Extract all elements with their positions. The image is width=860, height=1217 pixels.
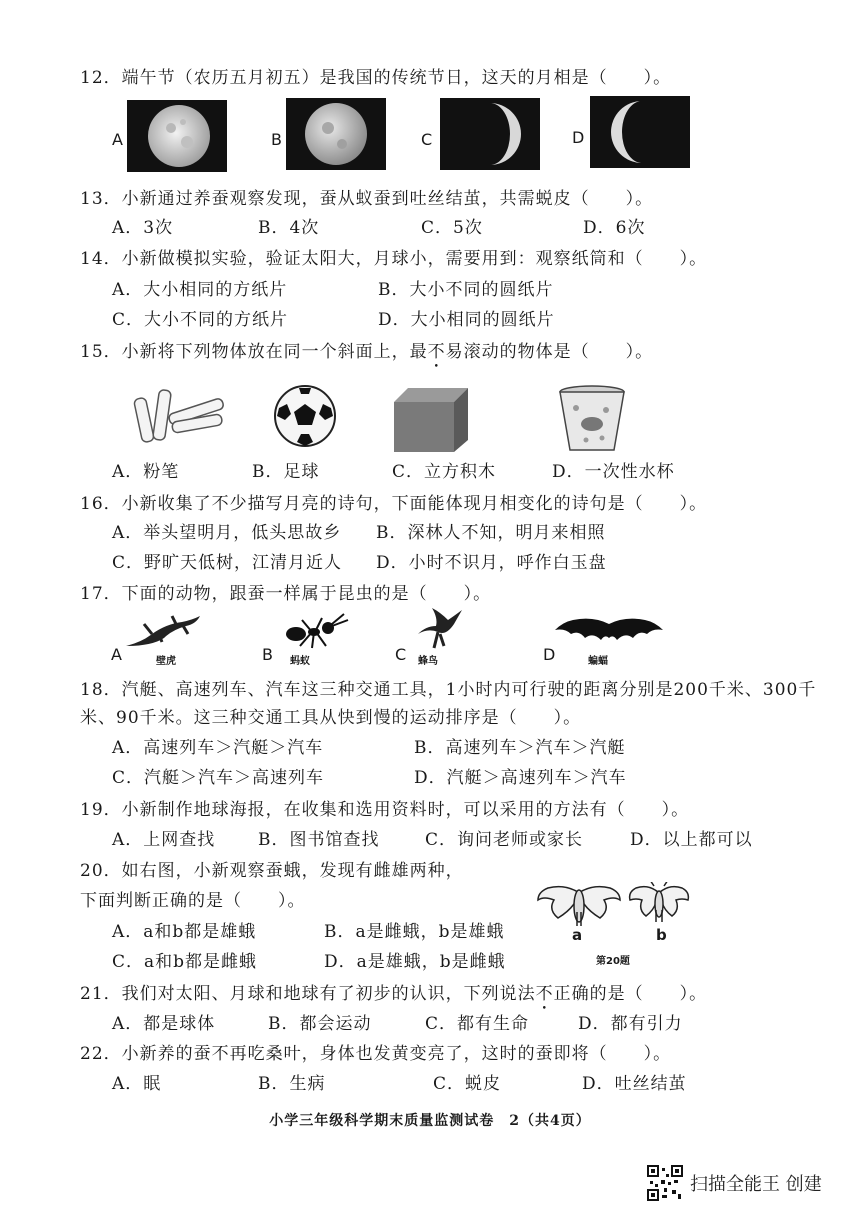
chalk-image: [128, 384, 228, 446]
q21-stem-part-1: 21．我们对太阳、月球和地球有了初步的认识，下列说法: [80, 984, 536, 1004]
q19-option-d: D．以上都可以: [630, 830, 753, 850]
question-16-stem: 16．小新收集了不少描写月亮的诗句，下面能体现月相变化的诗句是（ ）。: [80, 494, 708, 514]
soccer-ball-image: [273, 384, 337, 448]
paper-cup-image: [556, 384, 628, 454]
q20-option-a: A．a和b都是雄蛾: [112, 922, 257, 942]
q21-emphasis-word: 不: [535, 984, 554, 1004]
gibbous-moon-image: [286, 98, 386, 170]
hummingbird-image: [410, 606, 466, 652]
q20-option-b: B．a是雌蛾，b是雄蛾: [324, 922, 505, 942]
question-15-stem: [80, 340, 653, 372]
q13-option-a: A．3次: [112, 218, 174, 238]
question-18-stem-line2: 米、90千米。这三种交通工具从快到慢的运动排序是（ ）。: [80, 708, 582, 728]
question-21-stem: [80, 982, 707, 1014]
question-17-stem: 17．下面的动物，跟蚕一样属于昆虫的是（ ）。: [80, 584, 492, 604]
question-13-stem: 13．小新通过养蚕观察发现，蚕从蚁蚕到吐丝结茧，共需蜕皮（ ）。: [80, 189, 654, 209]
ant-image: [282, 612, 352, 652]
q16-option-d: D．小时不识月，呼作白玉盘: [376, 553, 607, 573]
q12-option-a-label: A: [112, 130, 123, 149]
bat-image: [553, 614, 665, 648]
q17-option-c-label: C: [395, 645, 407, 664]
gecko-image: [122, 612, 206, 652]
question-14-stem: 14．小新做模拟实验，验证太阳大，月球小，需要用到：观察纸筒和（ ）。: [80, 249, 708, 269]
q15-option-c: C．立方积木: [392, 462, 497, 482]
q17-caption-bat: 蝙蝠: [588, 656, 608, 667]
question-20-stem-line1: 20．如右图，小新观察蚕蛾，发现有雌雄两种，: [80, 861, 464, 881]
question-20-stem-line2: 下面判断正确的是（ ）。: [80, 891, 306, 911]
q21-option-a: A．都是球体: [112, 1014, 216, 1034]
q19-option-a: A．上网查找: [112, 830, 216, 850]
q17-option-b-label: B: [262, 645, 273, 664]
q17-caption-gecko: 壁虎: [156, 656, 176, 667]
question-18-stem-line1: 18．汽艇、高速列车、汽车这三种交通工具，1小时内可行驶的距离分别是200千米、300千: [80, 680, 817, 700]
q20-figure-label-b: b: [656, 926, 667, 944]
q21-stem-part-2: 正确的是（ ）。: [553, 984, 708, 1004]
qr-code-icon: [646, 1164, 684, 1202]
q13-option-c: C．5次: [421, 218, 483, 238]
q15-option-a: A．粉笔: [112, 462, 180, 482]
q20-figure-label-a: a: [572, 926, 583, 944]
q22-option-d: D．吐丝结茧: [582, 1074, 687, 1094]
q20-option-c: C．a和b都是雌蛾: [112, 952, 258, 972]
q16-option-b: B．深林人不知，明月来相照: [376, 523, 606, 543]
full-moon-image: [127, 100, 227, 172]
q13-option-b: B．4次: [258, 218, 320, 238]
q12-option-b-label: B: [271, 130, 282, 149]
q17-option-d-label: D: [543, 645, 556, 664]
watermark-text: 扫描全能王 创建: [690, 1174, 822, 1195]
q21-option-c: C．都有生命: [425, 1014, 530, 1034]
q19-option-b: B．图书馆查找: [258, 830, 380, 850]
q20-option-d: D．a是雄蛾，b是雌蛾: [324, 952, 506, 972]
q18-option-d: D．汽艇＞高速列车＞汽车: [414, 768, 627, 788]
q19-option-c: C．询问老师或家长: [425, 830, 584, 850]
q12-option-c-label: C: [421, 130, 433, 149]
q18-option-c: C．汽艇＞汽车＞高速列车: [112, 768, 325, 788]
q21-option-b: B．都会运动: [268, 1014, 372, 1034]
q12-option-d-label: D: [572, 128, 585, 147]
q14-option-c: C．大小不同的方纸片: [112, 310, 289, 330]
q15-emphasis-word: 不: [427, 342, 446, 362]
q17-caption-hummingbird: 蜂鸟: [418, 656, 438, 667]
q22-option-b: B．生病: [258, 1074, 326, 1094]
q14-option-b: B．大小不同的圆纸片: [378, 280, 554, 300]
q15-stem-part-2: 易滚动的物体是（ ）。: [445, 342, 654, 362]
q20-figure-caption: 第20题: [596, 956, 630, 967]
q22-option-a: A．眠: [112, 1074, 162, 1094]
q17-option-a-label: A: [111, 645, 122, 664]
q15-option-b: B．足球: [252, 462, 320, 482]
q14-option-a: A．大小相同的方纸片: [112, 280, 288, 300]
q13-option-d: D．6次: [583, 218, 646, 238]
cube-block-image: [388, 384, 472, 454]
q15-stem-part-1: 15．小新将下列物体放在同一个斜面上，最: [80, 342, 428, 362]
waning-crescent-moon-image: [590, 96, 690, 168]
waxing-crescent-moon-image: [440, 98, 540, 170]
q17-caption-ant: 蚂蚁: [290, 656, 310, 667]
q18-option-b: B．高速列车＞汽车＞汽艇: [414, 738, 626, 758]
silkmoth-b-image: [628, 882, 690, 932]
q14-option-d: D．大小相同的圆纸片: [378, 310, 555, 330]
page-footer: 小学三年级科学期末质量监测试卷 2（共4页）: [269, 1113, 591, 1129]
q16-option-a: A．举头望明月，低头思故乡: [112, 523, 342, 543]
silkmoth-a-image: [534, 882, 624, 932]
q21-option-d: D．都有引力: [578, 1014, 683, 1034]
q16-option-c: C．野旷天低树，江清月近人: [112, 553, 343, 573]
question-12-stem: 12．端午节（农历五月初五）是我国的传统节日，这天的月相是（ ）。: [80, 68, 672, 88]
q18-option-a: A．高速列车＞汽艇＞汽车: [112, 738, 324, 758]
q15-option-d: D．一次性水杯: [552, 462, 675, 482]
question-19-stem: 19．小新制作地球海报，在收集和选用资料时，可以采用的方法有（ ）。: [80, 800, 690, 820]
q22-option-c: C．蜕皮: [433, 1074, 502, 1094]
question-22-stem: 22．小新养的蚕不再吃桑叶，身体也发黄变亮了，这时的蚕即将（ ）。: [80, 1044, 672, 1064]
